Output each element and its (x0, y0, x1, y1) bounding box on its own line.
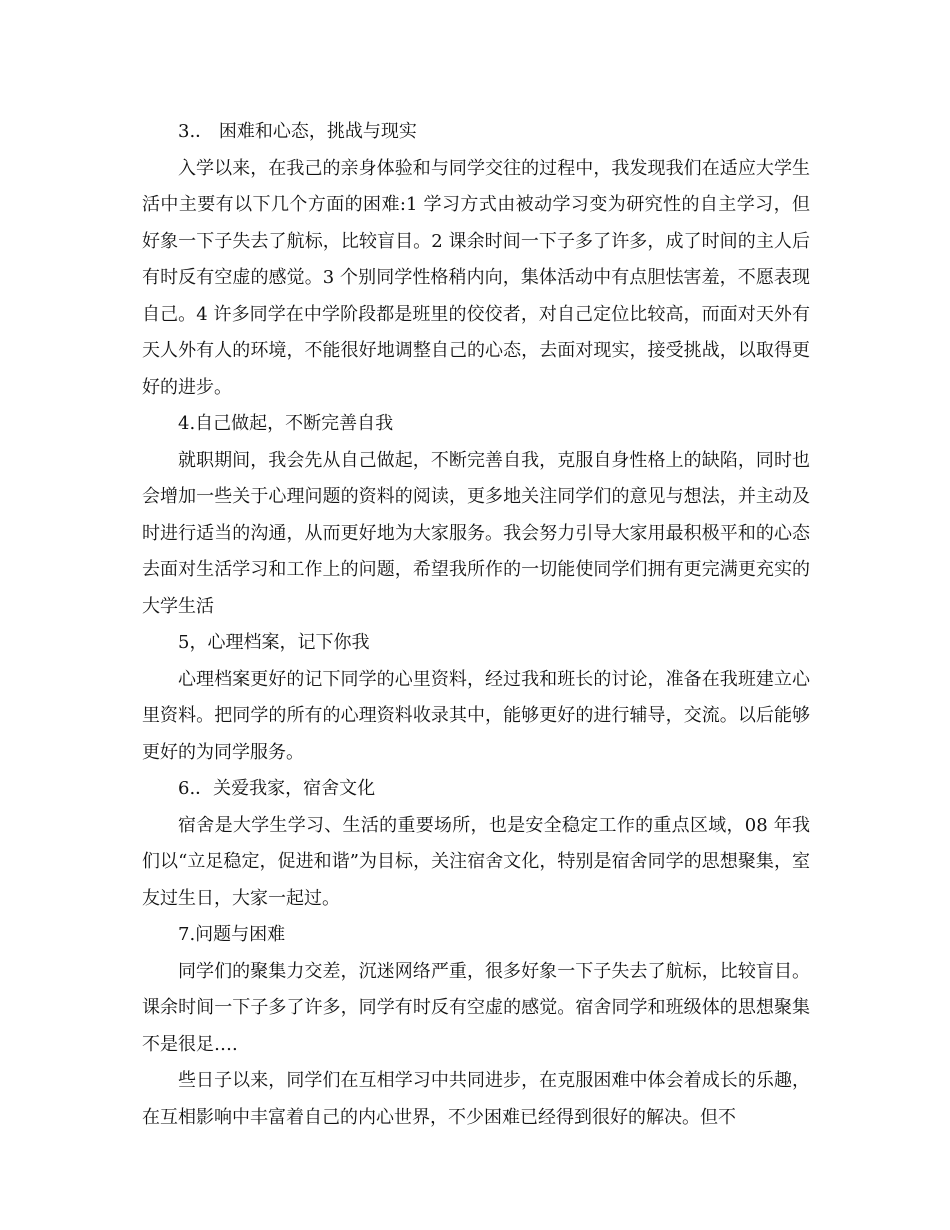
section-self-improvement (142, 406, 810, 625)
section-paragraph: 些日子以来，同学们在互相学习中共同进步，在克服困难中体会着成长的乐趣，在互相影响中丰富着自己的内心世界，不少困难已经得到很好的解决。但不 (142, 1070, 810, 1128)
section-paragraph: 入学以来，在我己的亲身体验和与同学交往的过程中，我发现我们在适应大学生活中主要有以下几个方面的困难:1 学习方式由被动学习变为研究性的自主学习，但好象一下子失去了航标，比较盲目。2 课余时间一下子多了许多，成了时间的主人后有时反有空虚的感觉。3 个别同学性格稍内向，集体活动中有点胆怯害羞，不愿表现自己。4 许多同学在中学阶段都是班里的佼佼者，对自己定位比较高，而面对天外有天人外有人的环境，不能很好地调整自己的心态，去面对现实，接受挑战，以取得更好的进步。 (142, 157, 810, 398)
section-heading: 4.自己做起，不断完善自我 (178, 413, 394, 434)
section-paragraph: 心理档案更好的记下同学的心里资料，经过我和班长的讨论，准备在我班建立心里资料。把同学的所有的心理资料收录其中，能够更好的进行辅导，交流。以后能够更好的为同学服务。 (142, 668, 810, 763)
section-problems (142, 917, 810, 1136)
section-dorm-culture (142, 771, 810, 917)
section-heading: 6.．关爱我家，宿舍文化 (178, 778, 376, 799)
section-paragraph: 同学们的聚集力交差，沉迷网络严重，很多好象一下子失去了航标，比较盲目。课余时间一下子多了许多，同学有时反有空虚的感觉。宿舍同学和班级体的思想聚集不是很足…. (142, 960, 810, 1055)
document-body (142, 114, 810, 1136)
section-difficulties-mindset (142, 114, 810, 406)
section-heading: 5，心理档案，记下你我 (178, 632, 370, 653)
section-heading: 3.． 困难和心态，挑战与现实 (178, 121, 417, 142)
section-paragraph: 宿舍是大学生学习、生活的重要场所，也是安全稳定工作的重点区域，08 年我们以“立足稳定，促进和谐”为目标，关注宿舍文化，特别是宿舍同学的思想聚集，室友过生日，大家一起过。 (142, 814, 810, 909)
section-paragraph: 就职期间，我会先从自己做起，不断完善自我，克服自身性格上的缺陷，同时也会增加一些关于心理问题的资料的阅读，更多地关注同学们的意见与想法，并主动及时进行适当的沟通，从而更好地为大家服务。我会努力引导大家用最积极平和的心态去面对生活学习和工作上的问题，希望我所作的一切能使同学们拥有更完满更充实的大学生活 (142, 449, 810, 617)
section-heading: 7.问题与困难 (178, 924, 286, 945)
section-psych-records (142, 625, 810, 771)
